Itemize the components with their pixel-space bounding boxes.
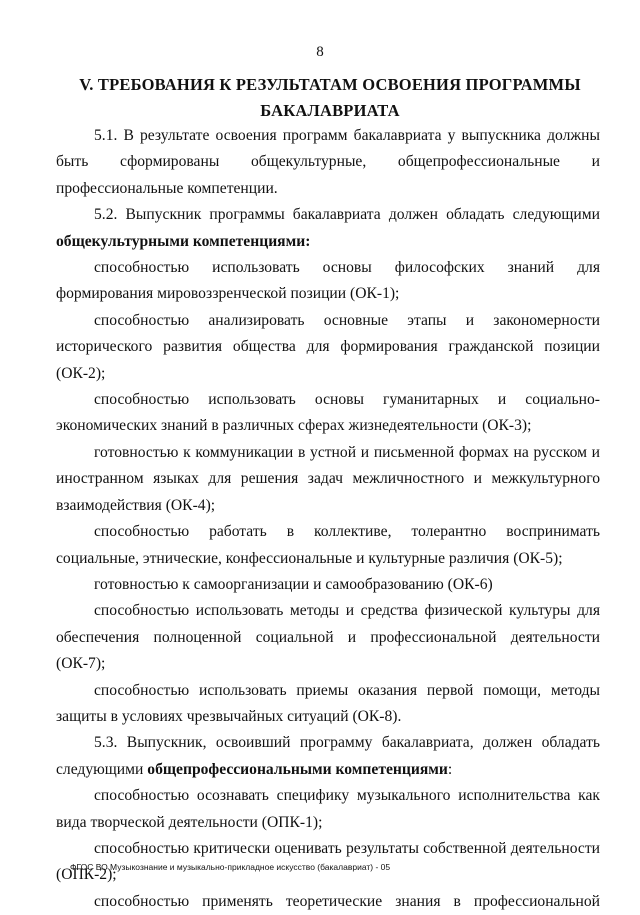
competence-ok-1: способностью использовать основы философских знаний для формирования мировоззренческой позиции (ОК-1); [56,259,600,303]
section-heading [60,72,600,124]
paragraph-5-2-bold: общекультурными компетенциями: [56,232,311,250]
competence-ok-8: способностью использовать приемы оказания первой помощи, методы защиты в условиях чрезвычайных ситуаций (ОК-8). [56,681,600,725]
competence-opk-1: способностью осознавать специфику музыкального исполнительства как вида творческой деятельности (ОПК-1); [56,787,600,831]
competence-ok-5: способностью работать в коллективе, толерантно воспринимать социальные, этнические, конфессиональные и культурные различия (ОК-5); [56,523,600,567]
paragraph-5-3 [56,730,600,783]
competence-ok-3: способностью использовать основы гуманитарных и социально-экономических знаний в различных сферах жизнедеятельности (ОК-3); [56,391,600,435]
competence-opk-2: способностью критически оценивать результаты собственной деятельности (ОПК-2); [56,839,600,884]
competence-ok-4: готовностью к коммуникации в устной и письменной формах на русском и иностранном языках для решения задач межличностного и межкультурного взаимодействия (ОК-4); [56,443,600,514]
paragraph-5-3-lead: 5.3. Выпускник, освоивший программу бакалавриата, должен обладать следующими [56,734,600,778]
paragraph-5-2-lead: 5.2. Выпускник программы бакалавриата должен обладать следующими [94,206,600,224]
paragraph-5-1: 5.1. В результате освоения программ бакалавриата у выпускника должны быть сформированы общекультурные, общепрофессиональные и профессиональные компетенции. [56,127,600,197]
competence-ok-2: способностью анализировать основные этапы и закономерности исторического развития общества для формирования гражданской позиции (ОК-2); [56,311,600,382]
competence-opk-3: способностью применять теоретические знания в профессиональной [94,892,600,910]
page-number: 8 [316,44,324,60]
document-footer: ФГОС ВО Музыкознание и музыкально-прикладное искусство (бакалавриат) - 05 [70,862,391,872]
heading-line-2: БАКАЛАВРИАТА [260,101,400,120]
paragraph-5-2 [56,202,600,255]
paragraph-5-3-tail: : [447,760,453,778]
competence-ok-7: способностью использовать методы и средства физической культуры для обеспечения полноценной социальной и профессиональной деятельности (ОК-7); [56,602,600,673]
document-body [56,123,600,915]
competence-ok-6: готовностью к самоорганизации и самообразованию (ОК-6) [94,575,493,593]
heading-line-1: V. ТРЕБОВАНИЯ К РЕЗУЛЬТАТАМ ОСВОЕНИЯ ПРОГРАММЫ [79,75,581,94]
paragraph-5-3-bold: общепрофессиональными компетенциями [147,760,448,778]
